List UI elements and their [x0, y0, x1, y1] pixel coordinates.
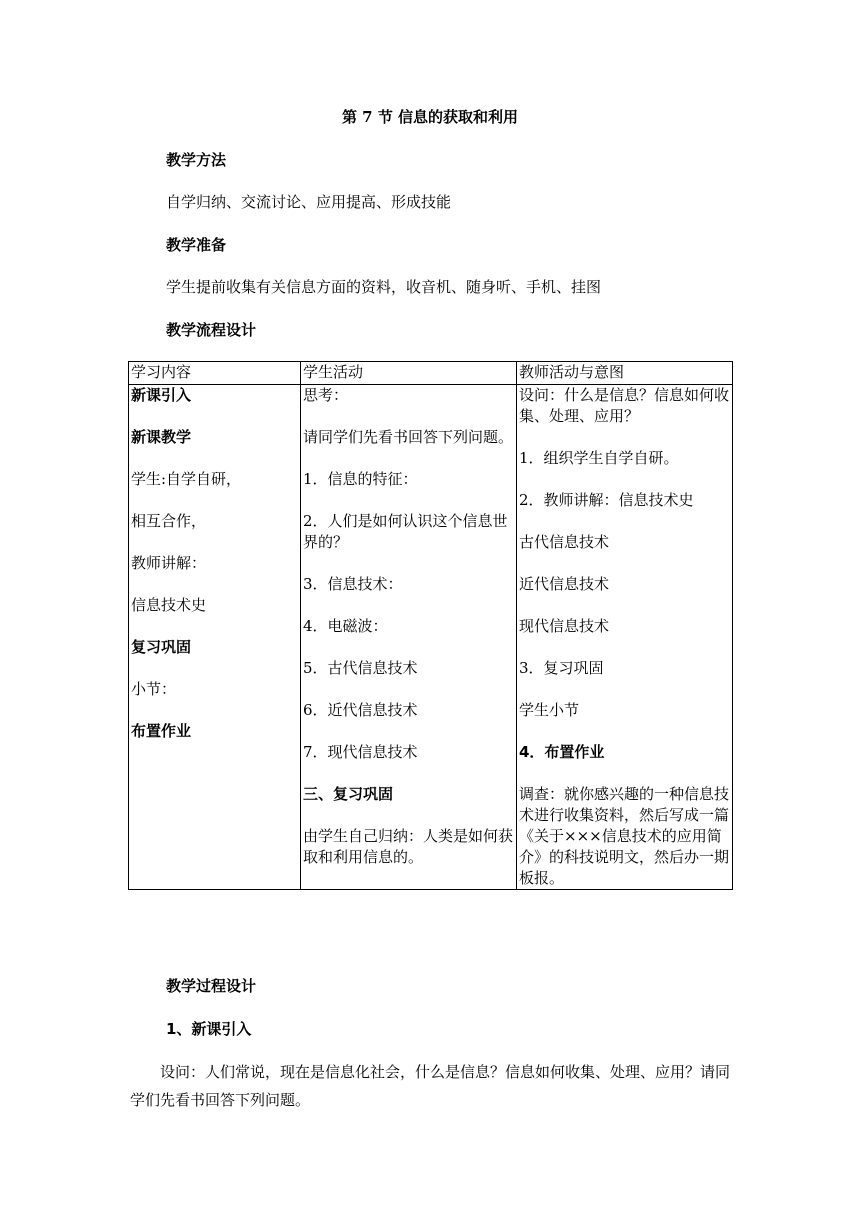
header-content: 学习内容 — [129, 362, 301, 385]
flow-table-body-row — [129, 385, 733, 890]
student-activity-item: 三、复习巩固 — [303, 785, 394, 803]
flow-table — [128, 361, 733, 890]
student-activity-item: 2．人们是如何认识这个信息世界的？ — [303, 512, 508, 551]
content-item: 信息技术史 — [131, 596, 207, 614]
content-item: 布置作业 — [131, 722, 192, 740]
page-title: 第 7 节 信息的获取和利用 — [341, 108, 519, 126]
content-item: 新课引入 — [131, 386, 192, 404]
teacher-activity-item: 近代信息技术 — [519, 575, 610, 593]
method-heading: 教学方法 — [166, 151, 227, 169]
teacher-activity-item: 设问：什么是信息？信息如何收集、处理、应用？ — [519, 386, 730, 425]
teacher-activity-item: 学生小节 — [519, 701, 580, 719]
teacher-activity-item: 2．教师讲解：信息技术史 — [519, 491, 694, 509]
student-activity-column — [301, 385, 517, 890]
content-item: 复习巩固 — [131, 638, 192, 656]
method-text: 自学归纳、交流讨论、应用提高、形成技能 — [166, 193, 452, 211]
teacher-activity-item: 调查：就你感兴趣的一种信息技术进行收集资料，然后写成一篇《关于×××信息技术的应用简介》的科技说明文，然后办一期板报。 — [519, 785, 730, 887]
content-column — [129, 385, 301, 890]
flow-heading: 教学流程设计 — [166, 321, 257, 339]
content-item: 教师讲解： — [131, 554, 207, 572]
teacher-activity-item: 1．组织学生自学自研。 — [519, 449, 679, 467]
process-subheading: 1、新课引入 — [166, 1020, 252, 1038]
prep-text: 学生提前收集有关信息方面的资料，收音机、随身听、手机、挂图 — [166, 278, 602, 296]
teacher-activity-item: 古代信息技术 — [519, 533, 610, 551]
process-heading: 教学过程设计 — [166, 977, 257, 995]
teacher-activity-item: 现代信息技术 — [519, 617, 610, 635]
flow-table-header-row — [129, 362, 733, 385]
process-text: 设问：人们常说，现在是信息化社会，什么是信息？信息如何收集、处理、应用？请同学们先看书回答下列问题。 — [130, 1063, 731, 1109]
header-student-activity: 学生活动 — [301, 362, 517, 385]
student-activity-item: 请同学们先看书回答下列问题。 — [303, 428, 514, 446]
student-activity-item: 3．信息技术： — [303, 575, 403, 593]
content-item: 小节： — [131, 680, 177, 698]
student-activity-item: 由学生自己归纳：人类是如何获取和利用信息的。 — [303, 827, 514, 866]
student-activity-item: 4．电磁波： — [303, 617, 388, 635]
content-item: 新课教学 — [131, 428, 192, 446]
student-activity-item: 7．现代信息技术 — [303, 743, 418, 761]
content-item: 学生:自学自研， — [131, 470, 242, 488]
teacher-activity-item: 4．布置作业 — [519, 743, 605, 761]
student-activity-item: 6．近代信息技术 — [303, 701, 418, 719]
prep-heading: 教学准备 — [166, 236, 227, 254]
student-activity-item: 5．古代信息技术 — [303, 659, 418, 677]
content-item: 相互合作， — [131, 512, 207, 530]
teacher-activity-column — [517, 385, 733, 890]
student-activity-item: 1．信息的特征： — [303, 470, 418, 488]
student-activity-item: 思考： — [303, 386, 349, 404]
header-teacher-activity: 教师活动与意图 — [517, 362, 733, 385]
teacher-activity-item: 3．复习巩固 — [519, 659, 604, 677]
